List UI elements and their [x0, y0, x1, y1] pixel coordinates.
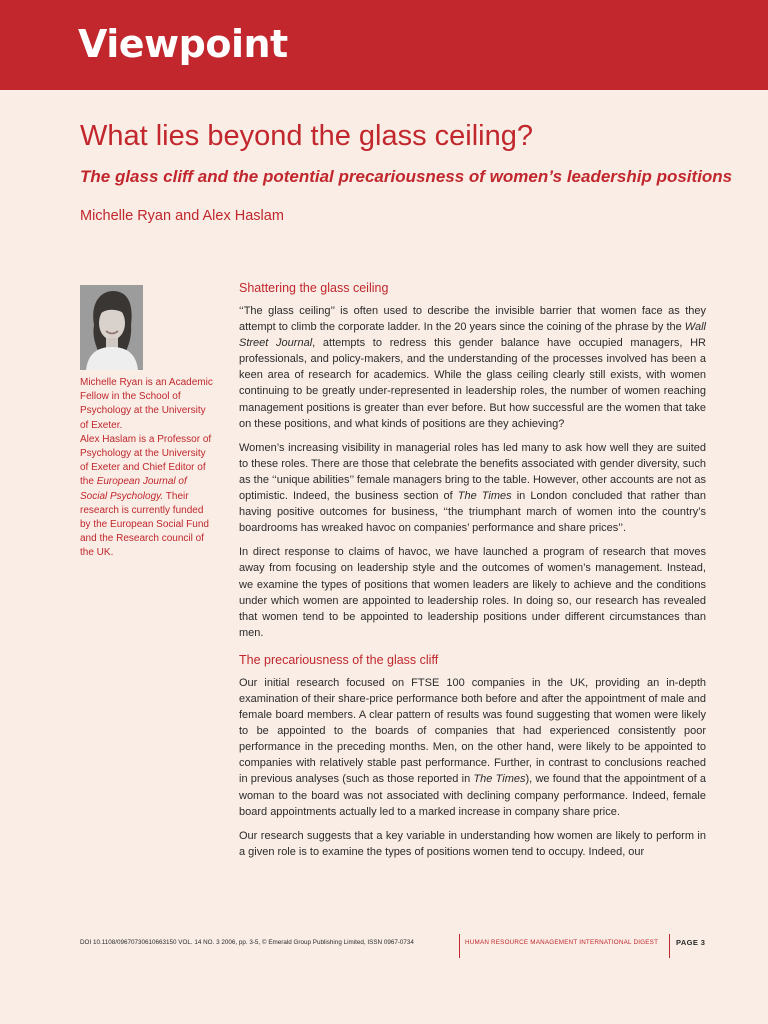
bio-haslam: Alex Haslam is a Professor of Psychology at the University of Exeter and Chief Editor of the European Journal of Social Psychology. Their research is currently funded by the European Social Fund and the Research council of the UK.	[80, 433, 212, 559]
bio-ryan: Michelle Ryan is an Academic Fellow in the School of Psychology at the University of Exeter.	[80, 377, 213, 431]
section-heading: The precariousness of the glass cliff	[239, 652, 439, 667]
journal-name: European Journal of Social Psychology.	[80, 476, 187, 502]
article-authors: Michelle Ryan and Alex Haslam	[80, 208, 284, 224]
doi-citation: DOI 10.1108/09670730610663150 VOL. 14 NO. 3 2006, pp. 3-5, © Emerald Group Publishing Limited, ISSN 0967-0734	[80, 939, 414, 946]
footer-divider	[669, 934, 670, 958]
section-title: Viewpoint	[78, 22, 288, 66]
paragraph: ‘‘The glass ceiling’’ is often used to describe the invisible barrier that women face as they attempt to climb the corporate ladder. In the 20 years since the coining of the phrase by the Wall Street Journal, attempts to redress this gender balance have occupied managers, HR professionals, and policy-makers, and the understanding of the processes involved has been a keen area of research for academics. While the glass ceiling clearly still exists, with women continuing to be greatly under-represented in leadership roles, the number of women reaching management positions is greater than ever before. But how successful are the women that take on these positions, and what kinds of positions are they achieving?	[239, 305, 706, 430]
article-title: What lies beyond the glass ceiling?	[80, 120, 533, 152]
journal-title: HUMAN RESOURCE MANAGEMENT INTERNATIONAL DIGEST	[465, 939, 659, 946]
section-heading: Shattering the glass ceiling	[239, 281, 389, 295]
paragraph: In direct response to claims of havoc, we have launched a program of research that moves away from focusing on leadership style and the outcomes of women’s management. Instead, we examine the types of positions that women leaders are likely to achieve and the conditions under which women are appointed to leadership roles. In doing so, our research has revealed that women tend to be appointed to leadership positions under different circumstances than men.	[239, 546, 706, 639]
page-footer	[80, 934, 708, 958]
author-portrait-icon	[80, 285, 143, 370]
article-body	[239, 281, 706, 868]
author-bio	[80, 376, 215, 561]
page-number: PAGE 3	[676, 938, 706, 947]
author-photo	[80, 285, 143, 370]
paragraph: Our initial research focused on FTSE 100 companies in the UK, providing an in-depth examination of their share-price performance both before and after the appointment of male and female board members. A clear pattern of results was found suggesting that women were likely to be appointed to the boards of companies that had experienced consistently poor performance in the preceding months. Men, on the other hand, were likely to be appointed to companies with relatively stable past performance. Further, in contrast to conclusions reached in previous analyses (such as those reported in The Times), we found that the appointment of a woman to the board was not associated with declining company performance. Indeed, female board appointments actually led to a marked increase in company share price.	[239, 676, 706, 818]
footer-divider	[459, 934, 460, 958]
article-subtitle: The glass cliff and the potential precariousness of women’s leadership positions	[80, 167, 733, 186]
header-banner	[0, 0, 768, 90]
paragraph: Our research suggests that a key variable in understanding how women are likely to perform in a given role is to examine the types of positions women tend to occupy. Indeed, our	[239, 829, 706, 858]
paragraph: Women’s increasing visibility in managerial roles has led many to ask how well they are suited to these roles. There are those that celebrate the benefits associated with gender diversity, such as the ‘‘unique abilities’’ female managers bring to the table. However, other accounts are not as optimistic. Indeed, the business section of The Times in London concluded that rather than having positive outcomes for business, ‘‘the triumphant march of women into the country’s boardrooms has wreaked havoc on companies’ performance and share prices’’.	[239, 441, 707, 535]
